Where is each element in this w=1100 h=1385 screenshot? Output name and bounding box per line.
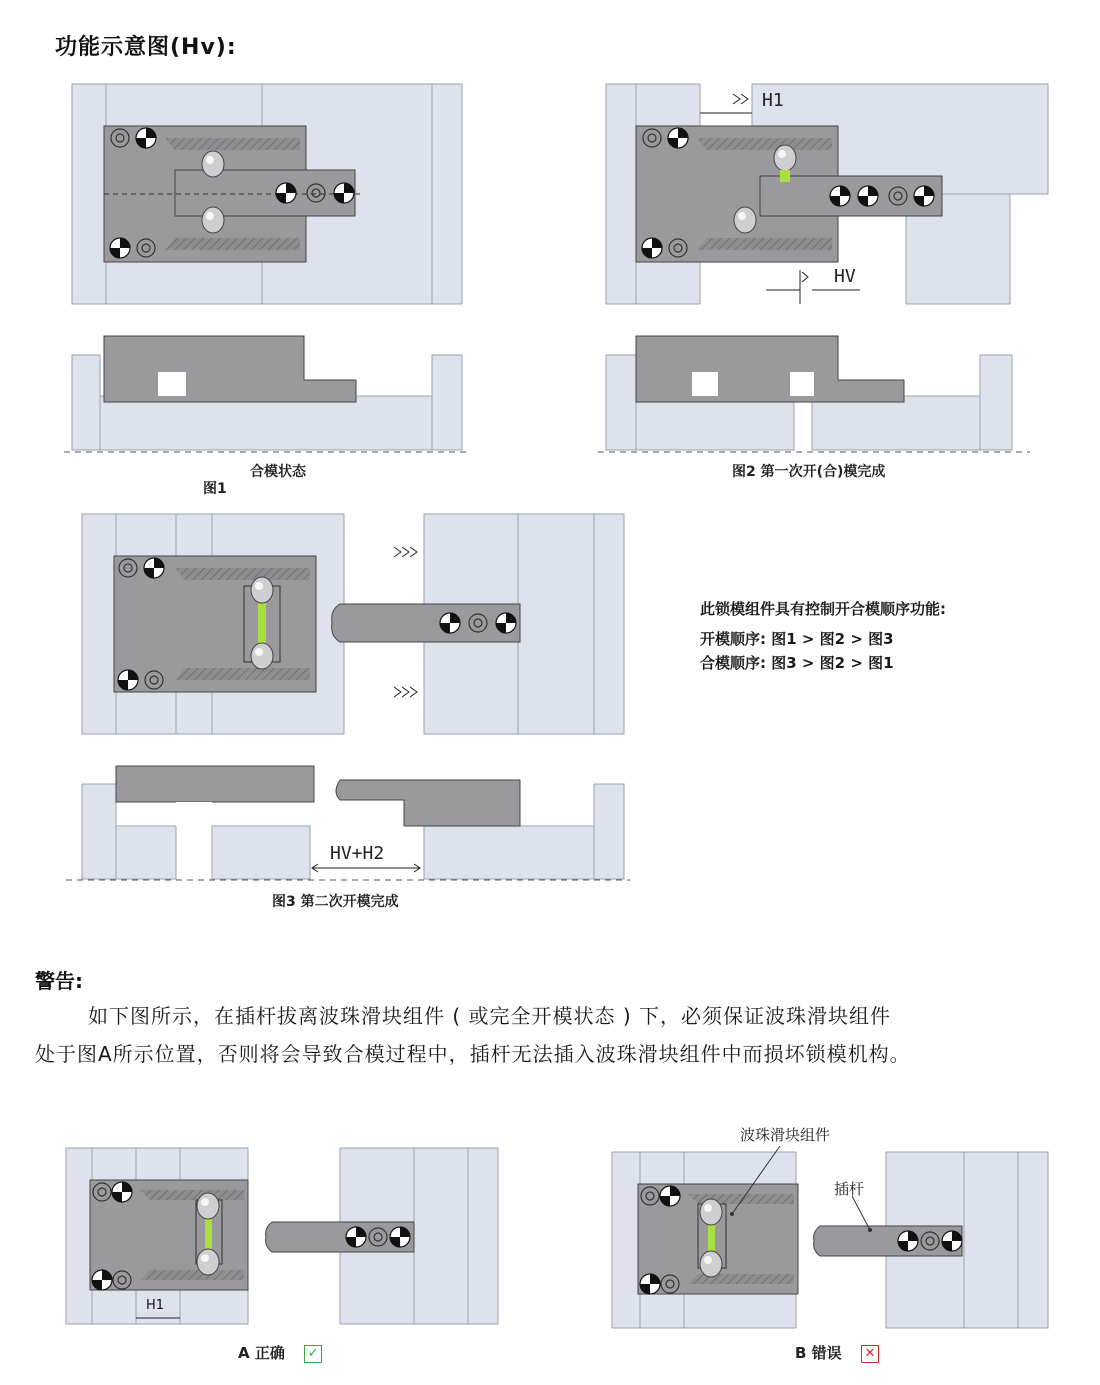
dim-h1: H1 — [762, 90, 784, 111]
caption-a-text: A 正确 — [238, 1344, 285, 1362]
close-sequence: 合模顺序: 图3 > 图2 > 图1 — [700, 654, 894, 672]
fig3-top-view — [82, 514, 624, 734]
caption-b-wrong — [795, 1342, 879, 1363]
callout-insert-rod: 插杆 — [834, 1180, 865, 1198]
diagram-a-correct — [66, 1148, 498, 1324]
fig1-top-view — [72, 84, 462, 304]
fig2-side-view — [598, 336, 1030, 452]
caption-b-text: B 错误 — [795, 1344, 842, 1362]
sequence-heading: 此锁模组件具有控制开合模顺序功能: — [700, 600, 947, 618]
dim-h1-small: H1 — [146, 1298, 165, 1313]
check-icon: ✓ — [304, 1345, 322, 1363]
fig1-caption: 合模状态 — [250, 464, 306, 480]
caption-a-correct — [238, 1342, 322, 1363]
fig2-top-view — [606, 84, 1048, 304]
callout-slider-assembly: 波珠滑块组件 — [740, 1126, 831, 1144]
diagram-b-wrong — [612, 1146, 1048, 1328]
open-sequence: 开模顺序: 图1 > 图2 > 图3 — [700, 630, 894, 648]
fig1-label: 图1 — [203, 481, 227, 497]
fig1-side-view — [64, 336, 470, 452]
warning-line-1: 如下图所示，在插杆拔离波珠滑块组件 ( 或完全开模状态 ) 下，必须保证波珠滑块组件 — [88, 1004, 892, 1028]
dim-hv: HV — [834, 266, 856, 287]
cross-icon: ✕ — [861, 1345, 879, 1363]
page-title: 功能示意图(Hv): — [55, 35, 237, 60]
warning-heading: 警告: — [35, 969, 83, 993]
fig3-caption: 图3 第二次开模完成 — [272, 894, 399, 910]
dim-hv-h2: HV+H2 — [330, 843, 385, 864]
warning-line-2: 处于图A所示位置，否则将会导致合模过程中，插杆无法插入波珠滑块组件中而损坏锁模机构。 — [35, 1042, 911, 1066]
fig2-caption: 图2 第一次开(合)模完成 — [732, 464, 886, 480]
